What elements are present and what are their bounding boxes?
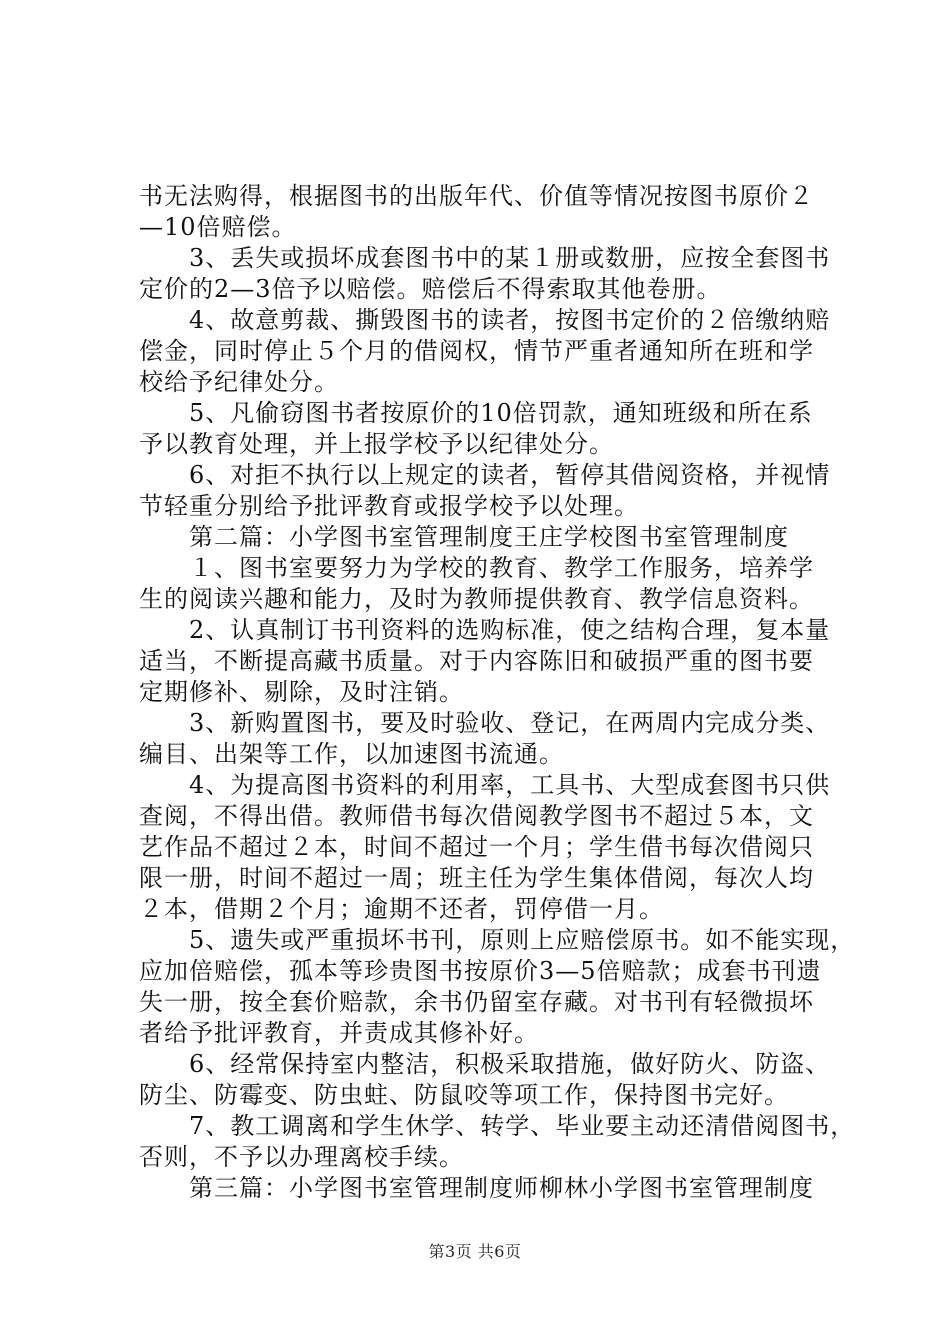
text-line: 否则，不予以办理离校手续。	[139, 1143, 464, 1171]
text-line: 书无法购得，根据图书的出版年代、价值等情况按图书原价２	[139, 182, 814, 210]
text-line: 4、为提高图书资料的利用率，工具书、大型成套图书只供	[139, 771, 831, 799]
page-number: 第3页 共6页	[428, 1242, 522, 1261]
text-line: １、图书室要努力为学校的教育、教学工作服务，培养学	[139, 554, 814, 582]
text-line: 艺作品不超过２本，时间不超过一个月；学生借书每次借阅只	[139, 833, 814, 861]
text-line: 编目、出架等工作，以加速图书流通。	[139, 740, 564, 768]
text-line: 4、故意剪裁、撕毁图书的读者，按图书定价的２倍缴纳赔	[139, 306, 831, 334]
text-line: 6、对拒不执行以上规定的读者，暂停其借阅资格，并视情	[139, 461, 831, 489]
text-line: 3、新购置图书，要及时验收、登记，在两周内完成分类、	[139, 709, 831, 737]
text-line: 予以教育处理，并上报学校予以纪律处分。	[139, 430, 614, 458]
text-line: 7、教工调离和学生休学、转学、毕业要主动还清借阅图书，	[139, 1112, 856, 1140]
text-line: 防尘、防霉变、防虫蛀、防鼠咬等项工作，保持图书完好。	[139, 1081, 789, 1109]
text-line: 偿金，同时停止５个月的借阅权，情节严重者通知所在班和学	[139, 337, 814, 365]
text-line: 6、经常保持室内整洁，积极采取措施，做好防火、防盗、	[139, 1050, 831, 1078]
text-line: 校给予纪律处分。	[139, 368, 339, 396]
text-line: 节轻重分别给予批评教育或报学校予以处理。	[139, 492, 639, 520]
text-line: 定价的2—3倍予以赔偿。赔偿后不得索取其他卷册。	[139, 275, 722, 303]
text-line: 应加倍赔偿，孤本等珍贵图书按原价3—5倍赔款；成套书刊遗	[139, 957, 822, 985]
text-line: 2、认真制订书刊资料的选购标准，使之结构合理，复本量	[139, 616, 831, 644]
text-line: 3、丢失或损坏成套图书中的某１册或数册，应按全套图书	[139, 244, 831, 272]
text-line: 失一册，按全套价赔款，余书仍留室存藏。对书刊有轻微损坏	[139, 988, 814, 1016]
section-heading: 第三篇：小学图书室管理制度师柳林小学图书室管理制度	[139, 1174, 814, 1202]
text-line: 5、凡偷窃图书者按原价的10倍罚款，通知班级和所在系	[139, 399, 813, 427]
text-line: 查阅，不得出借。教师借书每次借阅教学图书不超过５本，文	[139, 802, 814, 830]
text-line: 生的阅读兴趣和能力，及时为教师提供教育、教学信息资料。	[139, 585, 814, 613]
text-line: 适当，不断提高藏书质量。对于内容陈旧和破损严重的图书要	[139, 647, 814, 675]
text-line: 5、遗失或严重损坏书刊，原则上应赔偿原书。如不能实现，	[139, 926, 856, 954]
text-line: —10倍赔偿。	[139, 213, 297, 241]
text-line: 者给予批评教育，并责成其修补好。	[139, 1019, 539, 1047]
text-line: 限一册，时间不超过一周；班主任为学生集体借阅，每次人均	[139, 864, 814, 892]
text-line: ２本，借期２个月；逾期不还者，罚停借一月。	[139, 895, 664, 923]
text-line: 定期修补、剔除，及时注销。	[139, 678, 464, 706]
section-heading: 第二篇：小学图书室管理制度王庄学校图书室管理制度	[139, 523, 789, 551]
